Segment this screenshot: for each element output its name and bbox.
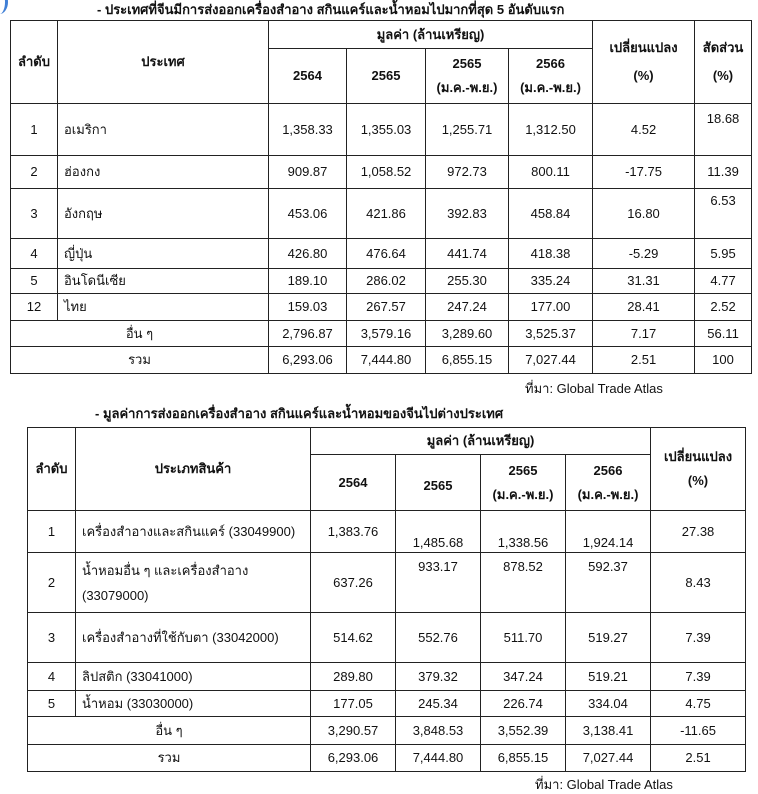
share-header-label: สัดส่วน xyxy=(702,40,744,55)
year-2566-jan-nov-header xyxy=(509,49,593,104)
change-cell: 2.51 xyxy=(651,745,746,772)
table2-body xyxy=(28,511,746,772)
year-2566-jan-nov-header xyxy=(566,455,651,511)
value-2564-cell: 6,293.06 xyxy=(311,745,396,772)
value-2564-cell: 1,358.33 xyxy=(269,104,347,156)
value-2564-cell: 1,383.76 xyxy=(311,511,396,553)
value-2565-jan-nov-cell: 878.52 xyxy=(481,553,566,613)
change-header-label: เปลี่ยนแปลง xyxy=(609,40,678,55)
rank-cell: 5 xyxy=(28,691,76,717)
country-cell: ไทย xyxy=(58,294,269,321)
change-cell: 28.41 xyxy=(593,294,695,321)
table1-source: ที่มา: Global Trade Atlas xyxy=(525,381,663,396)
period-label: (ม.ค.-พ.ย.) xyxy=(492,486,554,502)
value-2565-jan-nov-cell: 3,552.39 xyxy=(481,717,566,745)
value-2565-jan-nov-cell: 441.74 xyxy=(426,239,509,269)
total-row xyxy=(11,347,752,374)
others-label-cell: อื่น ๆ xyxy=(28,717,311,745)
rank-cell: 1 xyxy=(11,104,58,156)
export-products-table xyxy=(27,427,746,772)
value-2566-jan-nov-cell: 335.24 xyxy=(509,269,593,294)
value-2566-jan-nov-cell: 1,312.50 xyxy=(509,104,593,156)
value-2565-jan-nov-cell: 347.24 xyxy=(481,663,566,691)
table-row xyxy=(28,663,746,691)
value-2565-cell: 3,848.53 xyxy=(396,717,481,745)
change-cell: 16.80 xyxy=(593,189,695,239)
year-2565-header xyxy=(347,49,426,104)
change-header xyxy=(651,428,746,511)
value-2566-jan-nov-cell: 3,525.37 xyxy=(509,321,593,347)
country-cell: อังกฤษ xyxy=(58,189,269,239)
value-2564-cell: 159.03 xyxy=(269,294,347,321)
top-export-countries-table xyxy=(10,20,752,374)
value-2564-cell: 909.87 xyxy=(269,156,347,189)
change-cell: 8.43 xyxy=(651,553,746,613)
value-2566-jan-nov-cell: 592.37 xyxy=(566,553,651,613)
rank-header: ลำดับ xyxy=(11,21,58,104)
change-cell: 4.52 xyxy=(593,104,695,156)
year-label: 2564 xyxy=(293,68,322,83)
country-header: ประเทศ xyxy=(58,21,269,104)
value-2566-jan-nov-cell: 519.21 xyxy=(566,663,651,691)
value-2565-jan-nov-cell: 6,855.15 xyxy=(426,347,509,374)
table-row xyxy=(28,511,746,553)
value-2565-cell: 7,444.80 xyxy=(396,745,481,772)
year-2564-header xyxy=(311,455,396,511)
year-2565-jan-nov-header xyxy=(481,455,566,511)
year-label: 2565 xyxy=(452,56,482,71)
share-cell: 2.52 xyxy=(695,294,752,321)
others-row xyxy=(28,717,746,745)
table-row xyxy=(11,269,752,294)
year-2565-header xyxy=(396,455,481,511)
table1-title: - ประเทศที่จีนมีการส่งออกเครื่องสำอาง สกินแคร์และน้ำหอมไปมากที่สุด 5 อันดับแรก xyxy=(97,2,565,17)
share-cell: 6.53 xyxy=(695,189,752,239)
period-label: (ม.ค.-พ.ย.) xyxy=(436,80,498,95)
value-2565-jan-nov-cell: 6,855.15 xyxy=(481,745,566,772)
others-row xyxy=(11,321,752,347)
product-cell: เครื่องสำอางและสกินแคร์ (33049900) xyxy=(76,511,311,553)
value-2565-cell: 7,444.80 xyxy=(347,347,426,374)
corner-decoration xyxy=(0,0,8,14)
value-2565-jan-nov-cell: 1,255.71 xyxy=(426,104,509,156)
value-2564-cell: 637.26 xyxy=(311,553,396,613)
table-row xyxy=(11,189,752,239)
table-row xyxy=(11,239,752,269)
change-cell: -17.75 xyxy=(593,156,695,189)
change-header-unit: (%) xyxy=(633,68,654,83)
value-2565-cell: 1,355.03 xyxy=(347,104,426,156)
value-2566-jan-nov-cell: 334.04 xyxy=(566,691,651,717)
year-label: 2564 xyxy=(338,474,368,490)
value-2565-cell: 552.76 xyxy=(396,613,481,663)
change-cell: 7.17 xyxy=(593,321,695,347)
share-cell: 11.39 xyxy=(695,156,752,189)
rank-cell: 3 xyxy=(11,189,58,239)
rank-cell: 2 xyxy=(11,156,58,189)
value-group-header: มูลค่า (ล้านเหรียญ) xyxy=(311,428,651,455)
value-2564-cell: 289.80 xyxy=(311,663,396,691)
value-2564-cell: 514.62 xyxy=(311,613,396,663)
value-2566-jan-nov-cell: 418.38 xyxy=(509,239,593,269)
year-label: 2565 xyxy=(423,477,453,493)
value-2565-cell: 476.64 xyxy=(347,239,426,269)
value-2565-cell: 1,485.68 xyxy=(396,511,481,553)
period-label: (ม.ค.-พ.ย.) xyxy=(577,486,639,502)
value-2565-cell: 267.57 xyxy=(347,294,426,321)
value-2564-cell: 177.05 xyxy=(311,691,396,717)
header-row xyxy=(28,428,746,455)
value-2566-jan-nov-cell: 458.84 xyxy=(509,189,593,239)
value-2564-cell: 453.06 xyxy=(269,189,347,239)
value-2565-jan-nov-cell: 226.74 xyxy=(481,691,566,717)
total-row xyxy=(28,745,746,772)
rank-cell: 4 xyxy=(11,239,58,269)
header-row xyxy=(11,21,752,49)
change-cell: -5.29 xyxy=(593,239,695,269)
value-2565-jan-nov-cell: 972.73 xyxy=(426,156,509,189)
country-cell: อเมริกา xyxy=(58,104,269,156)
value-2565-cell: 421.86 xyxy=(347,189,426,239)
change-cell: 4.75 xyxy=(651,691,746,717)
year-label: 2566 xyxy=(536,56,565,71)
change-cell: -11.65 xyxy=(651,717,746,745)
value-2565-cell: 286.02 xyxy=(347,269,426,294)
change-cell: 7.39 xyxy=(651,613,746,663)
table2-title: - มูลค่าการส่งออกเครื่องสำอาง สกินแคร์และน้ำหอมของจีนไปต่างประเทศ xyxy=(95,406,504,421)
share-header-unit: (%) xyxy=(712,68,734,83)
table-row xyxy=(28,553,746,613)
table-row xyxy=(28,613,746,663)
value-2566-jan-nov-cell: 800.11 xyxy=(509,156,593,189)
value-2566-jan-nov-cell: 3,138.41 xyxy=(566,717,651,745)
share-cell: 100 xyxy=(695,347,752,374)
value-2566-jan-nov-cell: 519.27 xyxy=(566,613,651,663)
value-2566-jan-nov-cell: 177.00 xyxy=(509,294,593,321)
table2-source: ที่มา: Global Trade Atlas xyxy=(535,777,673,792)
value-2564-cell: 426.80 xyxy=(269,239,347,269)
product-header: ประเภทสินค้า xyxy=(76,428,311,511)
value-2565-cell: 933.17 xyxy=(396,553,481,613)
rank-cell: 1 xyxy=(28,511,76,553)
period-label: (ม.ค.-พ.ย.) xyxy=(520,80,581,95)
change-header-unit: (%) xyxy=(687,473,709,488)
change-cell: 7.39 xyxy=(651,663,746,691)
share-cell: 4.77 xyxy=(695,269,752,294)
value-2566-jan-nov-cell: 7,027.44 xyxy=(566,745,651,772)
change-header-label: เปลี่ยนแปลง xyxy=(663,449,733,464)
change-cell: 2.51 xyxy=(593,347,695,374)
year-label: 2565 xyxy=(508,462,538,478)
value-2564-cell: 3,290.57 xyxy=(311,717,396,745)
year-label: 2565 xyxy=(371,68,401,83)
value-2566-jan-nov-cell: 1,924.14 xyxy=(566,511,651,553)
value-2565-cell: 379.32 xyxy=(396,663,481,691)
table-row xyxy=(28,691,746,717)
product-cell: เครื่องสำอางที่ใช้กับตา (33042000) xyxy=(76,613,311,663)
rank-cell: 4 xyxy=(28,663,76,691)
country-cell: ฮ่องกง xyxy=(58,156,269,189)
table-row xyxy=(11,104,752,156)
share-cell: 18.68 xyxy=(695,104,752,156)
rank-cell: 12 xyxy=(11,294,58,321)
value-group-header: มูลค่า (ล้านเหรียญ) xyxy=(269,21,593,49)
rank-cell: 5 xyxy=(11,269,58,294)
value-2564-cell: 6,293.06 xyxy=(269,347,347,374)
year-2564-header xyxy=(269,49,347,104)
year-2565-jan-nov-header xyxy=(426,49,509,104)
country-cell: อินโดนีเซีย xyxy=(58,269,269,294)
change-cell: 27.38 xyxy=(651,511,746,553)
product-cell: น้ำหอม (33030000) xyxy=(76,691,311,717)
country-cell: ญี่ปุ่น xyxy=(58,239,269,269)
rank-header: ลำดับ xyxy=(28,428,76,511)
value-2564-cell: 2,796.87 xyxy=(269,321,347,347)
value-2565-jan-nov-cell: 511.70 xyxy=(481,613,566,663)
value-2565-jan-nov-cell: 3,289.60 xyxy=(426,321,509,347)
product-cell: ลิปสติก (33041000) xyxy=(76,663,311,691)
value-2564-cell: 189.10 xyxy=(269,269,347,294)
total-label-cell: รวม xyxy=(11,347,269,374)
change-header xyxy=(593,21,695,104)
change-cell: 31.31 xyxy=(593,269,695,294)
table1-body xyxy=(11,104,752,374)
table-row xyxy=(11,156,752,189)
others-label-cell: อื่น ๆ xyxy=(11,321,269,347)
value-2566-jan-nov-cell: 7,027.44 xyxy=(509,347,593,374)
share-header xyxy=(695,21,752,104)
rank-cell: 2 xyxy=(28,553,76,613)
value-2565-jan-nov-cell: 1,338.56 xyxy=(481,511,566,553)
value-2565-jan-nov-cell: 247.24 xyxy=(426,294,509,321)
value-2565-jan-nov-cell: 255.30 xyxy=(426,269,509,294)
value-2565-jan-nov-cell: 392.83 xyxy=(426,189,509,239)
share-cell: 5.95 xyxy=(695,239,752,269)
value-2565-cell: 3,579.16 xyxy=(347,321,426,347)
total-label-cell: รวม xyxy=(28,745,311,772)
value-2565-cell: 245.34 xyxy=(396,691,481,717)
value-2565-cell: 1,058.52 xyxy=(347,156,426,189)
share-cell: 56.11 xyxy=(695,321,752,347)
product-cell: น้ำหอมอื่น ๆ และเครื่องสำอาง (33079000) xyxy=(76,553,311,613)
rank-cell: 3 xyxy=(28,613,76,663)
table-row xyxy=(11,294,752,321)
year-label: 2566 xyxy=(593,462,623,478)
